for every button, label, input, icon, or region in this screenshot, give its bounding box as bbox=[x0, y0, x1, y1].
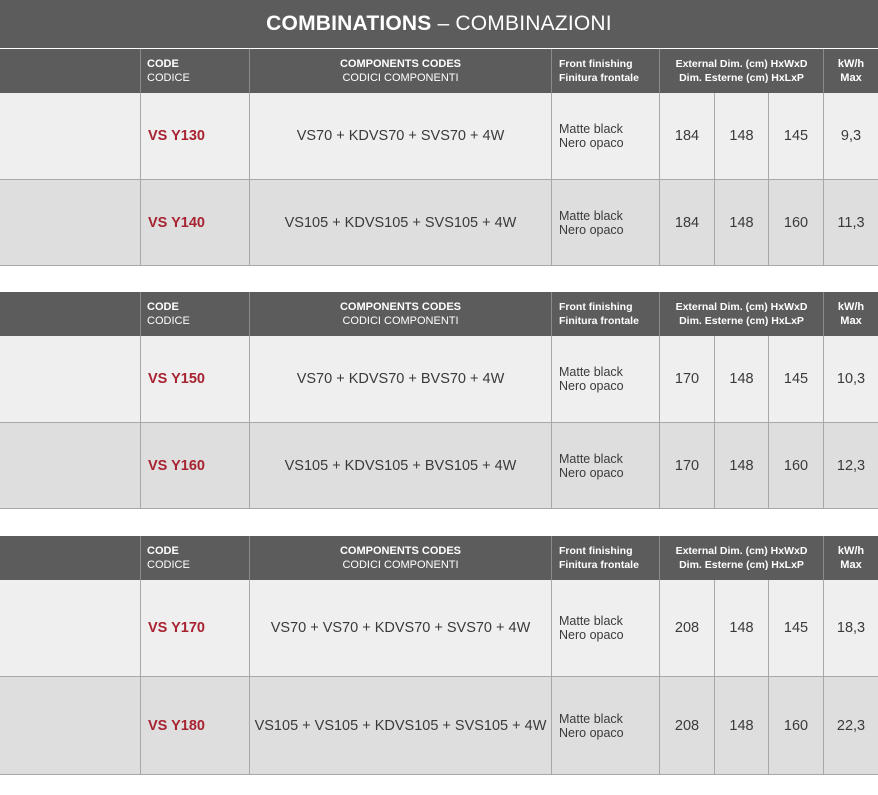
components-codes: VS70 + KDVS70 + BVS70 + 4W bbox=[249, 336, 551, 422]
finish-it: Nero opaco bbox=[559, 136, 624, 150]
header-finishing-label: Front finishing bbox=[559, 301, 633, 313]
header-finishing-label-it: Finitura frontale bbox=[559, 559, 639, 571]
header-code-label-it: CODICE bbox=[147, 559, 190, 571]
table-row bbox=[0, 677, 878, 775]
dim-height: 184 bbox=[659, 93, 714, 179]
header-code bbox=[140, 536, 249, 580]
front-finishing bbox=[551, 180, 659, 265]
header-power-label: kW/h bbox=[837, 301, 865, 313]
finish-it: Nero opaco bbox=[559, 379, 624, 393]
dim-width: 148 bbox=[714, 93, 768, 179]
components-codes: VS70 + KDVS70 + SVS70 + 4W bbox=[249, 93, 551, 179]
components-codes: VS105 + KDVS105 + BVS105 + 4W bbox=[249, 423, 551, 508]
header-dimensions-label-it: Dim. Esterne (cm) HxLxP bbox=[679, 559, 804, 571]
header-components bbox=[249, 292, 551, 336]
front-finishing bbox=[551, 93, 659, 179]
header-dimensions bbox=[659, 49, 823, 93]
header-power-label-it: Max bbox=[840, 315, 862, 327]
header-finishing-label: Front finishing bbox=[559, 58, 633, 70]
table-header bbox=[0, 536, 878, 580]
product-code: VS Y180 bbox=[140, 677, 249, 774]
components-codes: VS70 + VS70 + KDVS70 + SVS70 + 4W bbox=[249, 580, 551, 676]
finish-it: Nero opaco bbox=[559, 628, 624, 642]
header-finishing bbox=[551, 292, 659, 336]
header-components-label-it: CODICI COMPONENTI bbox=[342, 315, 459, 327]
header-code-label: CODE bbox=[147, 58, 179, 70]
header-code bbox=[140, 292, 249, 336]
finish-en: Matte black bbox=[559, 451, 623, 466]
header-dimensions-label-it: Dim. Esterne (cm) HxLxP bbox=[679, 72, 804, 84]
dim-height: 208 bbox=[659, 580, 714, 676]
title-separator: – bbox=[437, 12, 450, 35]
header-code-label-it: CODICE bbox=[147, 72, 190, 84]
header-dimensions-label: External Dim. (cm) HxWxD bbox=[675, 58, 808, 70]
header-code bbox=[140, 49, 249, 93]
header-dimensions bbox=[659, 292, 823, 336]
power-kw: 9,3 bbox=[823, 93, 878, 179]
finish-en: Matte black bbox=[559, 614, 623, 628]
header-finishing-label: Front finishing bbox=[559, 545, 633, 557]
header-power-label: kW/h bbox=[837, 58, 865, 70]
dim-height: 170 bbox=[659, 423, 714, 508]
header-dimensions bbox=[659, 536, 823, 580]
header-components bbox=[249, 536, 551, 580]
components-codes: VS105 + VS105 + KDVS105 + SVS105 + 4W bbox=[249, 677, 551, 774]
header-code-label: CODE bbox=[147, 301, 179, 313]
header-power bbox=[823, 536, 878, 580]
dim-depth: 145 bbox=[768, 93, 823, 179]
finish-en: Matte black bbox=[559, 208, 623, 223]
table-header bbox=[0, 292, 878, 336]
header-finishing-label-it: Finitura frontale bbox=[559, 72, 639, 84]
finish-it: Nero opaco bbox=[559, 465, 624, 480]
header-components bbox=[249, 49, 551, 93]
header-code-label: CODE bbox=[147, 545, 179, 557]
power-kw: 10,3 bbox=[823, 336, 878, 422]
header-power-label-it: Max bbox=[840, 559, 862, 571]
header-code-label-it: CODICE bbox=[147, 315, 190, 327]
header-components-label-it: CODICI COMPONENTI bbox=[342, 72, 459, 84]
header-finishing bbox=[551, 536, 659, 580]
dim-width: 148 bbox=[714, 180, 768, 265]
components-codes: VS105 + KDVS105 + SVS105 + 4W bbox=[249, 180, 551, 265]
header-dimensions-label: External Dim. (cm) HxWxD bbox=[675, 545, 808, 557]
header-components-label: COMPONENTS CODES bbox=[339, 58, 461, 70]
dim-width: 148 bbox=[714, 677, 768, 774]
front-finishing bbox=[551, 423, 659, 508]
power-kw: 12,3 bbox=[823, 423, 878, 508]
dim-width: 148 bbox=[714, 580, 768, 676]
product-code: VS Y170 bbox=[140, 580, 249, 676]
page-title bbox=[0, 0, 878, 48]
product-code: VS Y140 bbox=[140, 180, 249, 265]
header-components-label: COMPONENTS CODES bbox=[339, 301, 461, 313]
header-components-label: COMPONENTS CODES bbox=[339, 545, 461, 557]
table-row bbox=[0, 93, 878, 180]
dim-width: 148 bbox=[714, 423, 768, 508]
finish-en: Matte black bbox=[559, 711, 623, 726]
header-finishing-label-it: Finitura frontale bbox=[559, 315, 639, 327]
power-kw: 22,3 bbox=[823, 677, 878, 774]
header-components-label-it: CODICI COMPONENTI bbox=[342, 559, 459, 571]
table-row bbox=[0, 336, 878, 423]
product-code: VS Y150 bbox=[140, 336, 249, 422]
dim-height: 208 bbox=[659, 677, 714, 774]
header-power bbox=[823, 49, 878, 93]
front-finishing bbox=[551, 677, 659, 774]
finish-en: Matte black bbox=[559, 122, 623, 136]
title-english: COMBINATIONS bbox=[266, 12, 432, 35]
dim-height: 184 bbox=[659, 180, 714, 265]
dim-depth: 145 bbox=[768, 580, 823, 676]
header-dimensions-label-it: Dim. Esterne (cm) HxLxP bbox=[679, 315, 804, 327]
dim-depth: 160 bbox=[768, 180, 823, 265]
power-kw: 18,3 bbox=[823, 580, 878, 676]
front-finishing bbox=[551, 336, 659, 422]
header-power-label-it: Max bbox=[840, 72, 862, 84]
header-power-label: kW/h bbox=[837, 545, 865, 557]
dim-width: 148 bbox=[714, 336, 768, 422]
header-power bbox=[823, 292, 878, 336]
front-finishing bbox=[551, 580, 659, 676]
product-code: VS Y130 bbox=[140, 93, 249, 179]
dim-height: 170 bbox=[659, 336, 714, 422]
header-dimensions-label: External Dim. (cm) HxWxD bbox=[675, 301, 808, 313]
finish-en: Matte black bbox=[559, 365, 623, 379]
dim-depth: 160 bbox=[768, 677, 823, 774]
table-header bbox=[0, 49, 878, 93]
dim-depth: 145 bbox=[768, 336, 823, 422]
product-code: VS Y160 bbox=[140, 423, 249, 508]
table-row bbox=[0, 423, 878, 509]
table-row bbox=[0, 180, 878, 266]
header-finishing bbox=[551, 49, 659, 93]
table-row bbox=[0, 580, 878, 677]
power-kw: 11,3 bbox=[823, 180, 878, 265]
title-italian: COMBINAZIONI bbox=[455, 12, 612, 35]
dim-depth: 160 bbox=[768, 423, 823, 508]
finish-it: Nero opaco bbox=[559, 222, 624, 237]
finish-it: Nero opaco bbox=[559, 725, 624, 740]
